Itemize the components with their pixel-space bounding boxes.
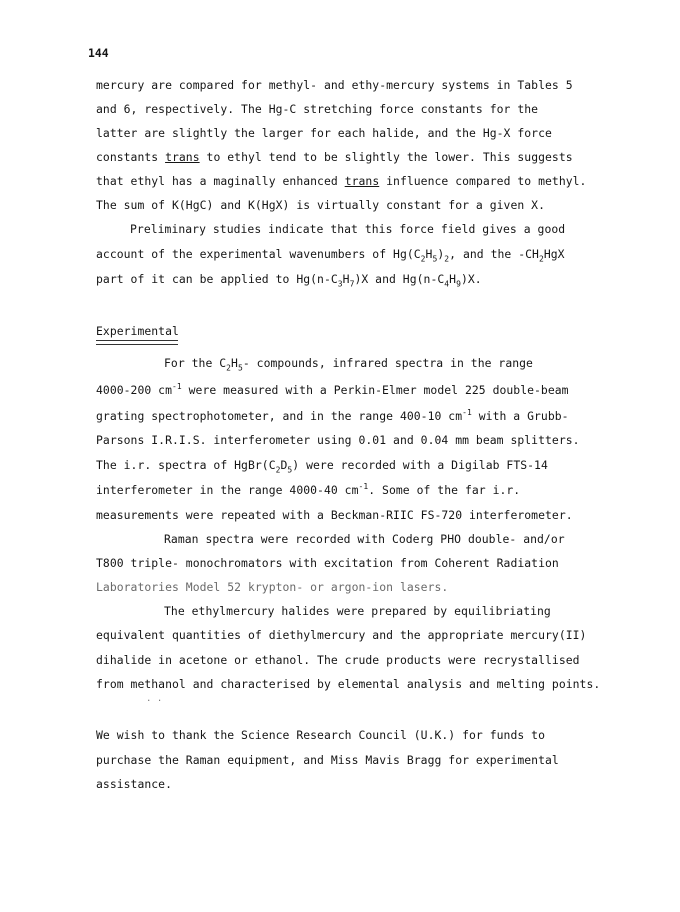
page-number: 144 bbox=[88, 46, 109, 60]
body-line: 4000-200 $cm^{-1}$ were measured with a Perkin-Elmer model 225 double-beam bbox=[96, 382, 569, 397]
body-line: The sum of K(HgC) and K(HgX) is virtually constant for a given X. bbox=[96, 198, 546, 212]
body-line: purchase the Raman equipment, and Miss Mavis Bragg for experimental bbox=[96, 753, 559, 767]
body-line: Parsons I.R.I.S. interferometer using 0.01 and 0.04 mm beam splitters. bbox=[96, 433, 580, 447]
heading-underline bbox=[96, 340, 178, 345]
body-line: dihalide in acetone or ethanol. The crude products were recrystallised bbox=[96, 653, 580, 667]
body-line: equivalent quantities of diethylmercury and the appropriate mercury(II) bbox=[96, 628, 587, 642]
body-line: Laboratories Model 52 krypton- or argon-ion lasers. bbox=[96, 580, 449, 594]
body-line: that ethyl has a maginally enhanced trans influence compared to methyl. bbox=[96, 174, 587, 188]
scan-mark: . . bbox=[146, 694, 163, 704]
body-line: latter are slightly the larger for each halide, and the Hg-X force bbox=[96, 126, 552, 140]
body-line: T800 triple- monochromators with excitation from Coherent Radiation bbox=[96, 556, 559, 570]
body-line: For the $C_2H_5-$ compounds, infrared spectra in the range bbox=[164, 356, 533, 373]
body-line: assistance. bbox=[96, 777, 172, 791]
body-line: The ethylmercury halides were prepared by equilibriating bbox=[164, 604, 551, 618]
body-line: from methanol and characterised by elemental analysis and melting points. bbox=[96, 677, 601, 691]
body-line: Raman spectra were recorded with Coderg PHO double- and/or bbox=[164, 532, 565, 546]
body-line: and 6, respectively. The Hg-C stretching force constants for the bbox=[96, 102, 539, 116]
body-line: account of the experimental wavenumbers of $Hg(C_2H_5)_2$, and the $-CH_2HgX$ bbox=[96, 247, 565, 264]
body-line: mercury are compared for methyl- and ethy-mercury systems in Tables 5 bbox=[96, 78, 573, 92]
body-line: The i.r. spectra of $HgBr(C_2D_5)$ were recorded with a Digilab FTS-14 bbox=[96, 458, 548, 475]
body-line: grating spectrophotometer, and in the range 400-10 $cm^{-1}$ with a Grubb- bbox=[96, 408, 569, 423]
body-line: measurements were repeated with a Beckman-RIIC FS-720 interferometer. bbox=[96, 508, 573, 522]
section-heading: Experimental bbox=[96, 324, 179, 338]
underlined-word: trans bbox=[165, 150, 200, 164]
body-line: interferometer in the range 4000-40 $cm^{-1}$. Some of the far i.r. bbox=[96, 482, 521, 497]
body-line: part of it can be applied to $Hg(n-C_3H_7)X$ and $Hg(n-C_4H_9)X$. bbox=[96, 272, 482, 289]
body-line: We wish to thank the Science Research Council (U.K.) for funds to bbox=[96, 728, 546, 742]
body-line: Preliminary studies indicate that this force field gives a good bbox=[130, 222, 566, 236]
underlined-word: trans bbox=[344, 174, 380, 188]
body-line: constants trans to ethyl tend to be slightly the lower. This suggests bbox=[96, 150, 573, 164]
